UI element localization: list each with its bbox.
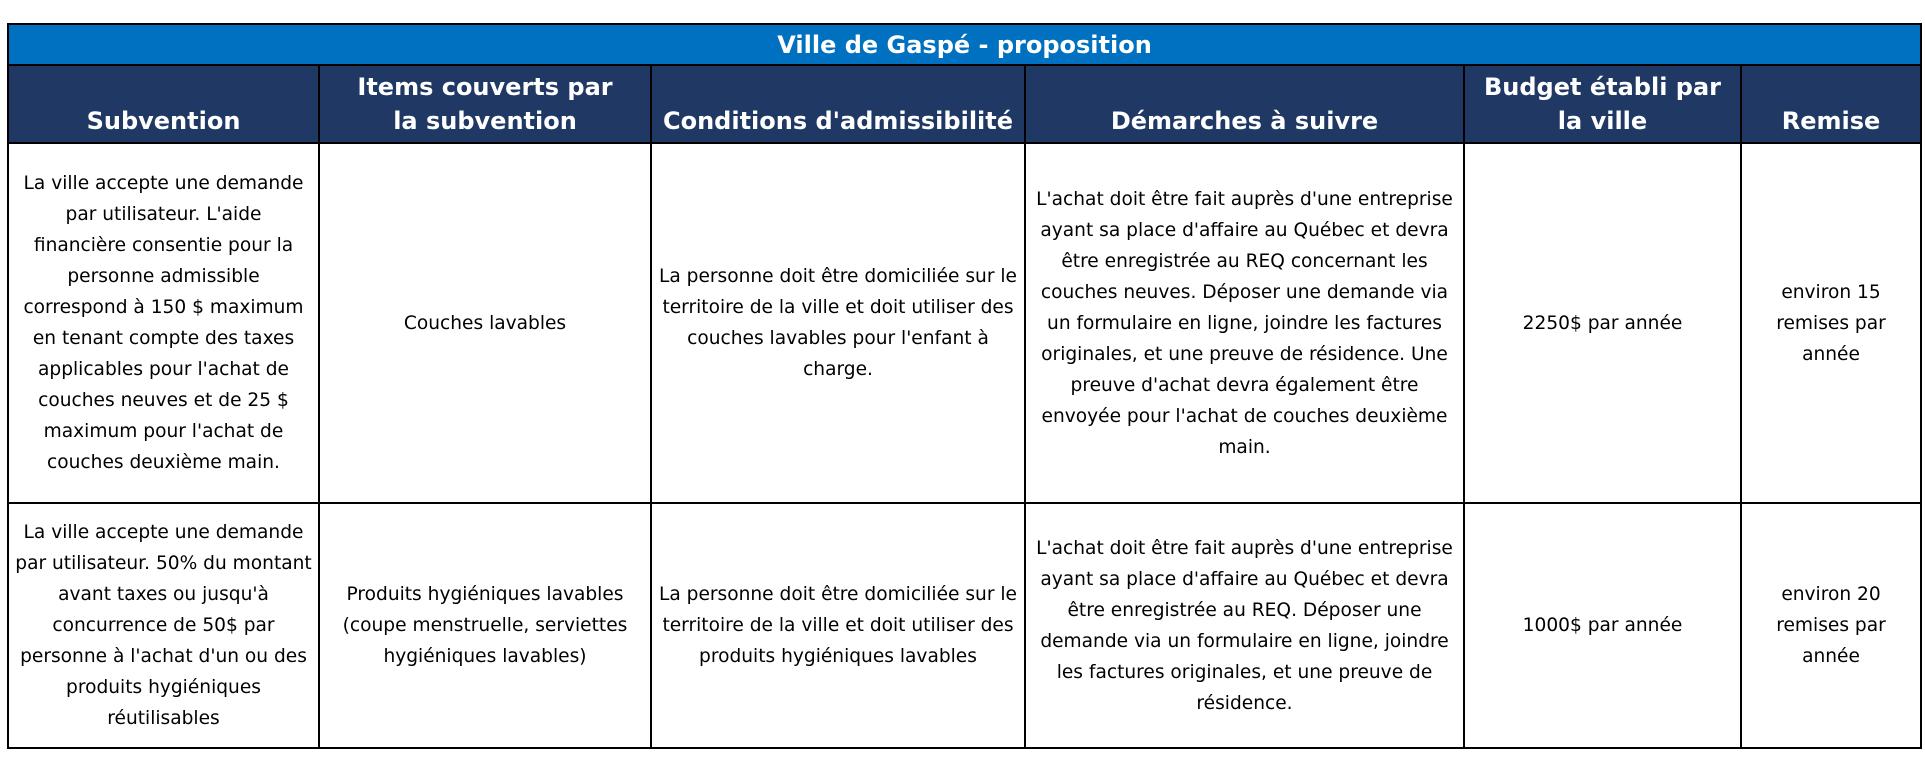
header-items: Items couverts par la subvention	[319, 65, 651, 143]
header-budget: Budget établi par la ville	[1464, 65, 1741, 143]
cell-demarches: L'achat doit être fait auprès d'une entreprise ayant sa place d'affaire au Québec et devra être enregistrée au REQ. Déposer une demande via un formulaire en ligne, joindre les factures originales, et une preuve de résidence.	[1025, 503, 1464, 748]
table-row	[8, 143, 1921, 503]
cell-budget: 2250$ par année	[1464, 143, 1741, 503]
header-conditions: Conditions d'admissibilité	[651, 65, 1025, 143]
header-row	[8, 65, 1921, 143]
cell-budget: 1000$ par année	[1464, 503, 1741, 748]
cell-conditions: La personne doit être domiciliée sur le territoire de la ville et doit utiliser des couches lavables pour l'enfant à charge.	[651, 143, 1025, 503]
header-subvention: Subvention	[8, 65, 319, 143]
cell-items: Produits hygiéniques lavables (coupe menstruelle, serviettes hygiéniques lavables)	[319, 503, 651, 748]
cell-remise: environ 20 remises par année	[1741, 503, 1921, 748]
cell-subvention: La ville accepte une demande par utilisateur. L'aide financière consentie pour la personne admissible correspond à 150 $ maximum en tenant compte des taxes applicables pour l'achat de couches neuves et de 25 $ maximum pour l'achat de couches deuxième main.	[8, 143, 319, 503]
title-row	[8, 24, 1921, 65]
cell-items: Couches lavables	[319, 143, 651, 503]
cell-conditions: La personne doit être domiciliée sur le territoire de la ville et doit utiliser des produits hygiéniques lavables	[651, 503, 1025, 748]
proposition-table	[7, 23, 1922, 749]
cell-remise: environ 15 remises par année	[1741, 143, 1921, 503]
cell-subvention: La ville accepte une demande par utilisateur. 50% du montant avant taxes ou jusqu'à concurrence de 50$ par personne à l'achat d'un ou des produits hygiéniques réutilisables	[8, 503, 319, 748]
header-demarches: Démarches à suivre	[1025, 65, 1464, 143]
table-title: Ville de Gaspé - proposition	[8, 24, 1921, 65]
cell-demarches: L'achat doit être fait auprès d'une entreprise ayant sa place d'affaire au Québec et devra être enregistrée au REQ concernant les couches neuves. Déposer une demande via un formulaire en ligne, joindre les factures originales, et une preuve de résidence. Une preuve d'achat devra également être envoyée pour l'achat de couches deuxième main.	[1025, 143, 1464, 503]
header-remise: Remise	[1741, 65, 1921, 143]
table-row	[8, 503, 1921, 748]
